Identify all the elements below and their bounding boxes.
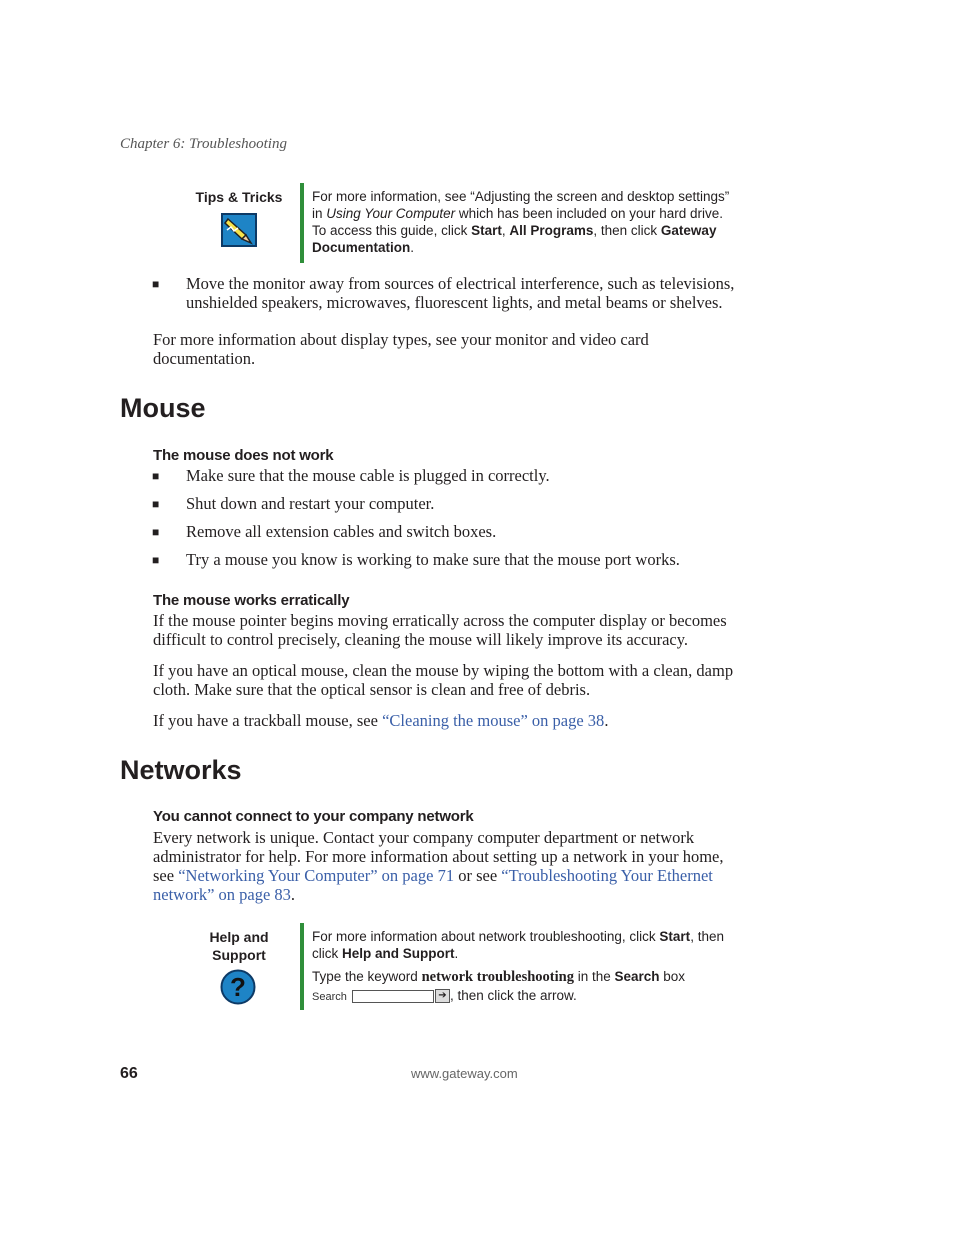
help-label-line-2: Support: [212, 947, 266, 963]
mouse-bullet-2: Shut down and restart your computer.: [186, 494, 435, 513]
networks-line-3-prefix: see: [153, 866, 179, 885]
tips-line-1: For more information, see “Adjusting the screen and desktop settings”: [312, 189, 730, 204]
tips-label: Tips & Tricks: [195, 189, 283, 205]
keyword-term: network troubleshooting: [421, 969, 574, 985]
networks-line-2: administrator for help. For more information about setting up a network in your home,: [153, 847, 724, 866]
mouse-subheading-1: The mouse does not work: [153, 447, 334, 464]
mouse-paragraph-2: [153, 661, 833, 699]
mouse-p3-end: .: [604, 711, 609, 730]
help-line-3-suffix: box: [659, 969, 686, 984]
tips-line-3: [312, 222, 752, 239]
mouse-subheading-2: The mouse works erratically: [153, 592, 350, 609]
svg-text:?: ?: [230, 972, 246, 1002]
mouse-p2-line-2: cloth. Make sure that the optical sensor is clean and free of debris.: [153, 680, 591, 699]
help-line-4: [312, 987, 752, 1006]
tips-line-2-suffix: which has been included on your hard drive.: [455, 206, 724, 221]
tips-divider: [300, 183, 304, 263]
display-line-1: For more information about display types, see your monitor and video card: [153, 330, 649, 349]
interference-line-2: unshielded speakers, microwaves, fluorescent lights, and metal beams or shelves.: [186, 293, 723, 312]
help-divider: [300, 923, 304, 1010]
footer-url: www.gateway.com: [411, 1066, 518, 1081]
networks-heading: Networks: [120, 755, 242, 785]
interference-line-1: Move the monitor away from sources of electrical interference, such as televisions,: [186, 274, 735, 293]
help-label: [196, 928, 282, 964]
mouse-bullet-4: Try a mouse you know is working to make sure that the mouse port works.: [186, 550, 680, 569]
networking-computer-link[interactable]: “Networking Your Computer” on page 71: [178, 866, 455, 885]
search-input[interactable]: [352, 990, 434, 1003]
troubleshooting-ethernet-link[interactable]: “Troubleshooting Your Ethernet: [501, 866, 713, 885]
bullet-marker: ■: [152, 469, 160, 483]
help-line-2-prefix: click: [312, 946, 342, 961]
cleaning-mouse-link[interactable]: “Cleaning the mouse” on page 38: [382, 711, 605, 730]
help-line-2-end: .: [454, 946, 459, 961]
help-line-3-mid: in the: [573, 969, 615, 984]
help-line-3-prefix: Type the keyword: [312, 969, 422, 984]
mouse-p1-line-1: If the mouse pointer begins moving erratically across the computer display or becomes: [153, 611, 727, 630]
bullet-marker: ■: [152, 553, 160, 567]
tips-line-2: [312, 205, 752, 222]
tips-line-3-prefix: To access this guide, click: [312, 223, 472, 238]
networks-line-3: [153, 866, 833, 885]
start-term: Start: [471, 223, 502, 238]
networks-line-3-mid: or see: [454, 866, 502, 885]
help-and-support-term: Help and Support: [342, 946, 455, 961]
interference-bullet: [186, 274, 826, 312]
mouse-p3-prefix: If you have a trackball mouse, see: [153, 711, 383, 730]
networks-paragraph: [153, 828, 833, 904]
help-label-line-1: Help and: [209, 929, 269, 945]
mouse-p1-line-2: difficult to control precisely, cleaning the mouse will likely improve its accuracy.: [153, 630, 689, 649]
documentation-term: Documentation: [312, 240, 411, 255]
tips-text: [312, 188, 752, 256]
tips-then: , then click: [593, 223, 661, 238]
help-line-3: [312, 968, 752, 986]
display-line-2: documentation.: [153, 349, 256, 368]
networks-subheading: You cannot connect to your company network: [153, 808, 474, 825]
all-programs-term: All Programs: [509, 223, 594, 238]
help-line-1: [312, 928, 752, 945]
arrow-right-icon[interactable]: ➔: [435, 989, 450, 1003]
networks-line-4: [153, 885, 833, 904]
bullet-marker: ■: [152, 525, 160, 539]
tips-line-2-prefix: in: [312, 206, 327, 221]
search-label: Search: [312, 991, 347, 1003]
help-line-1-prefix: For more information about network troubleshooting, click: [312, 929, 660, 944]
mouse-p2-line-1: If you have an optical mouse, clean the mouse by wiping the bottom with a clean, damp: [153, 661, 734, 680]
help-text: [312, 928, 752, 1006]
tips-comma: ,: [501, 223, 510, 238]
help-line-4-suffix: , then click the arrow.: [450, 988, 577, 1003]
mouse-paragraph-1: [153, 611, 833, 649]
search-term: Search: [614, 969, 660, 984]
help-line-2: [312, 945, 752, 962]
networks-line-1: Every network is unique. Contact your company computer department or network: [153, 828, 695, 847]
gateway-term: Gateway: [660, 223, 717, 238]
troubleshooting-ethernet-link-cont[interactable]: network” on page 83: [153, 885, 291, 904]
guide-title: Using Your Computer: [326, 206, 456, 221]
mouse-heading: Mouse: [120, 393, 206, 423]
mouse-bullet-3: Remove all extension cables and switch boxes.: [186, 522, 497, 541]
tips-line-4: [312, 239, 752, 256]
bullet-marker: ■: [152, 277, 160, 291]
tips-end: .: [410, 240, 415, 255]
pencil-tips-icon: [221, 213, 257, 247]
help-start-term: Start: [659, 929, 691, 944]
page-number: 66: [120, 1065, 138, 1082]
display-paragraph: [153, 330, 833, 368]
networks-line-4-end: .: [290, 885, 296, 904]
running-head: Chapter 6: Troubleshooting: [120, 136, 287, 152]
mouse-paragraph-3: [153, 711, 833, 730]
mouse-bullet-1: Make sure that the mouse cable is plugged in correctly.: [186, 466, 550, 485]
bullet-marker: ■: [152, 497, 160, 511]
question-mark-icon: [220, 969, 256, 1005]
help-line-1-suffix: , then: [690, 929, 724, 944]
